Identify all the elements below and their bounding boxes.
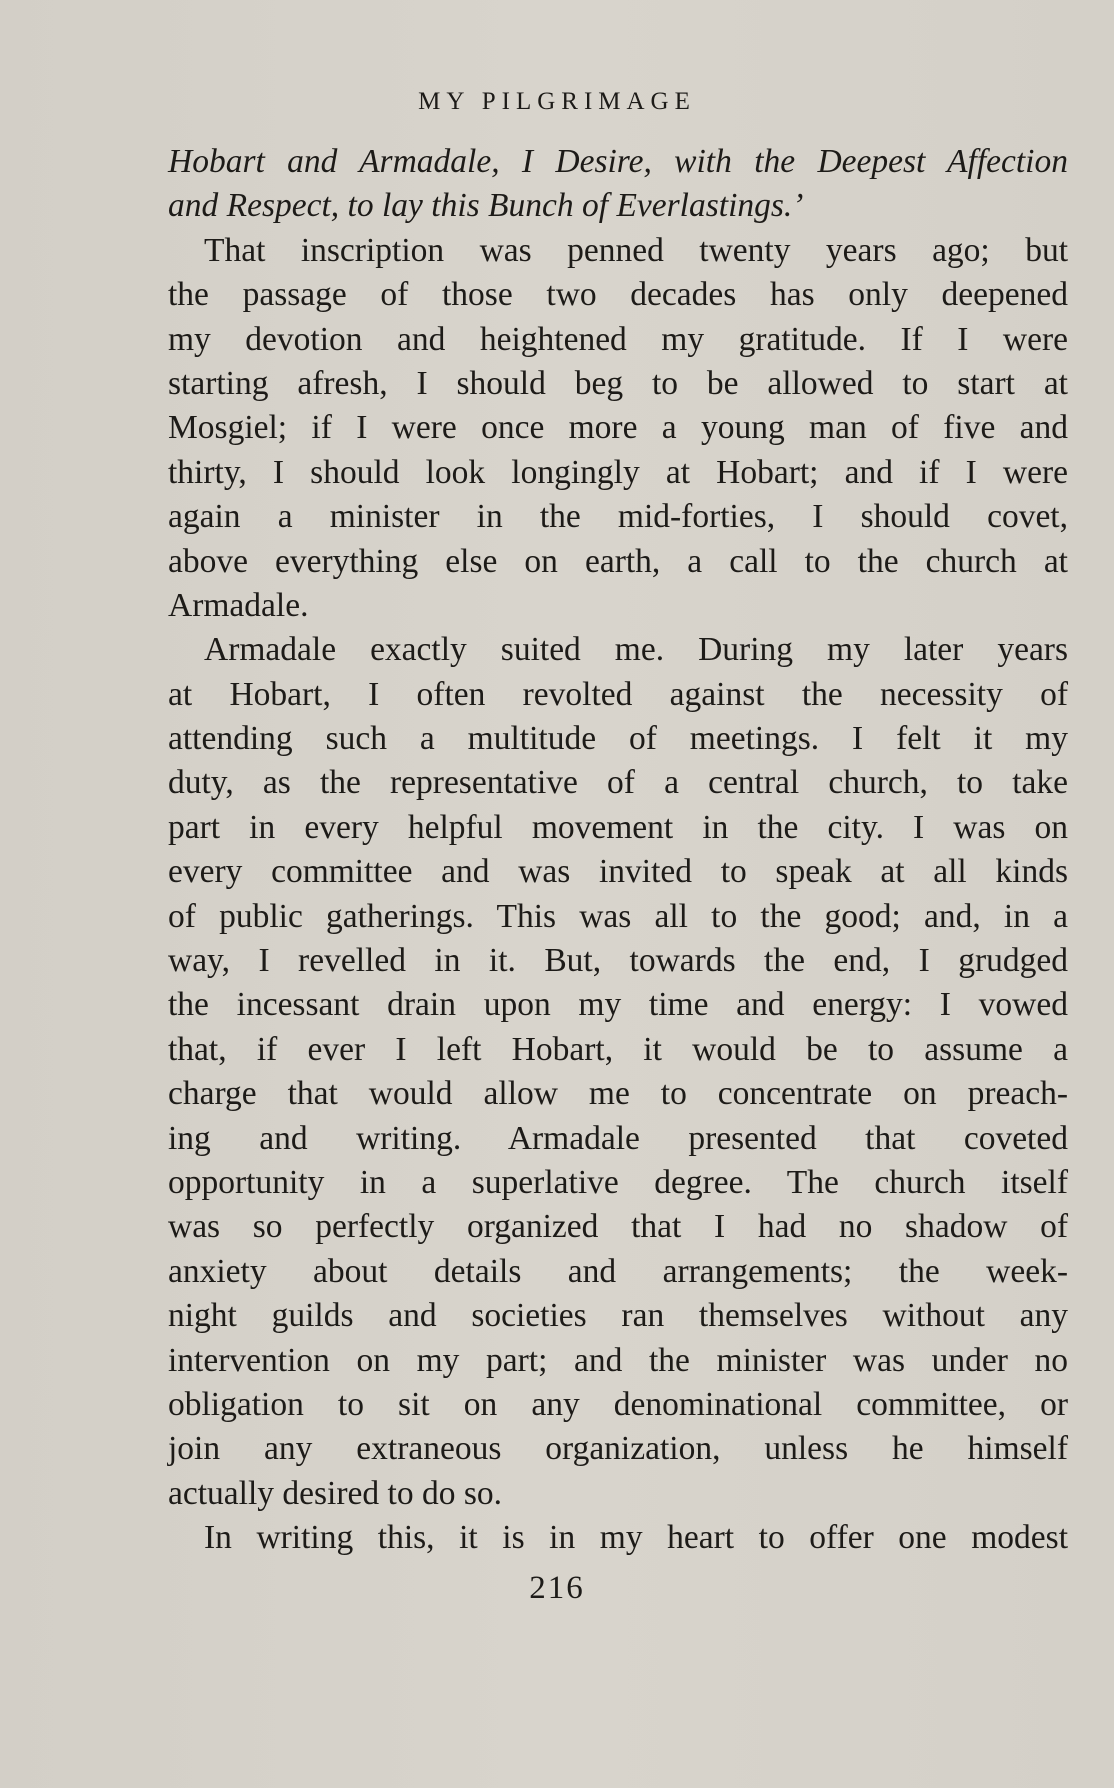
text-line: my devotion and heightened my gratitude. If I were <box>168 320 1068 358</box>
text-line: actually desired to do so. <box>168 1474 502 1512</box>
text-line: intervention on my part; and the minister was under no <box>168 1341 1068 1379</box>
text-line: was so perfectly organized that I had no shadow of <box>168 1208 1068 1246</box>
text-line: obligation to sit on any denominational committee, or <box>168 1385 1068 1423</box>
text-line: duty, as the representative of a central church, to take <box>168 764 1068 802</box>
text-line: that, if ever I left Hobart, it would be to assume a <box>168 1030 1068 1068</box>
text-line: at Hobart, I often revolted against the necessity of <box>168 675 1068 713</box>
text-line: charge that would allow me to concentrate on preach- <box>168 1075 1068 1113</box>
text-line: the passage of those two decades has only deepened <box>168 276 1068 314</box>
text-line: Armadale exactly suited me. During my later years <box>204 631 1068 669</box>
text-line: In writing this, it is in my heart to offer one modest <box>204 1519 1068 1557</box>
text-line: way, I revelled in it. But, towards the end, I grudged <box>168 942 1068 980</box>
text-line: thirty, I should look longingly at Hobart; and if I were <box>168 453 1068 491</box>
text-line: part in every helpful movement in the city. I was on <box>168 808 1068 846</box>
text-line: attending such a multitude of meetings. I felt it my <box>168 720 1068 758</box>
text-line: anxiety about details and arrangements; the week- <box>168 1252 1068 1290</box>
page-number: 216 <box>529 1570 585 1606</box>
running-head: MY PILGRIMAGE <box>418 88 696 115</box>
text-line: above everything else on earth, a call to the church at <box>168 542 1068 580</box>
text-line: join any extraneous organization, unless he himself <box>168 1430 1068 1468</box>
text-line: of public gatherings. This was all to the good; and, in a <box>168 897 1068 935</box>
text-line: opportunity in a superlative degree. The church itself <box>168 1163 1068 1201</box>
text-line: every committee and was invited to speak at all kinds <box>168 853 1068 891</box>
text-line: Armadale. <box>168 586 309 624</box>
text-line: night guilds and societies ran themselves without any <box>168 1297 1068 1335</box>
text-line: Hobart and Armadale, I Desire, with the Deepest Affection <box>168 143 1068 180</box>
text-line: ing and writing. Armadale presented that coveted <box>168 1119 1068 1157</box>
text-line: again a minister in the mid-forties, I should covet, <box>168 498 1068 536</box>
text-line: starting afresh, I should beg to be allowed to start at <box>168 364 1068 402</box>
text-line: That inscription was penned twenty years ago; but <box>204 231 1068 269</box>
body-text <box>168 140 1068 1561</box>
text-line: the incessant drain upon my time and energy: I vowed <box>168 986 1068 1024</box>
text-line: and Respect, to lay this Bunch of Everlastings.’ <box>168 187 804 225</box>
text-line: Mosgiel; if I were once more a young man of five and <box>168 409 1068 447</box>
